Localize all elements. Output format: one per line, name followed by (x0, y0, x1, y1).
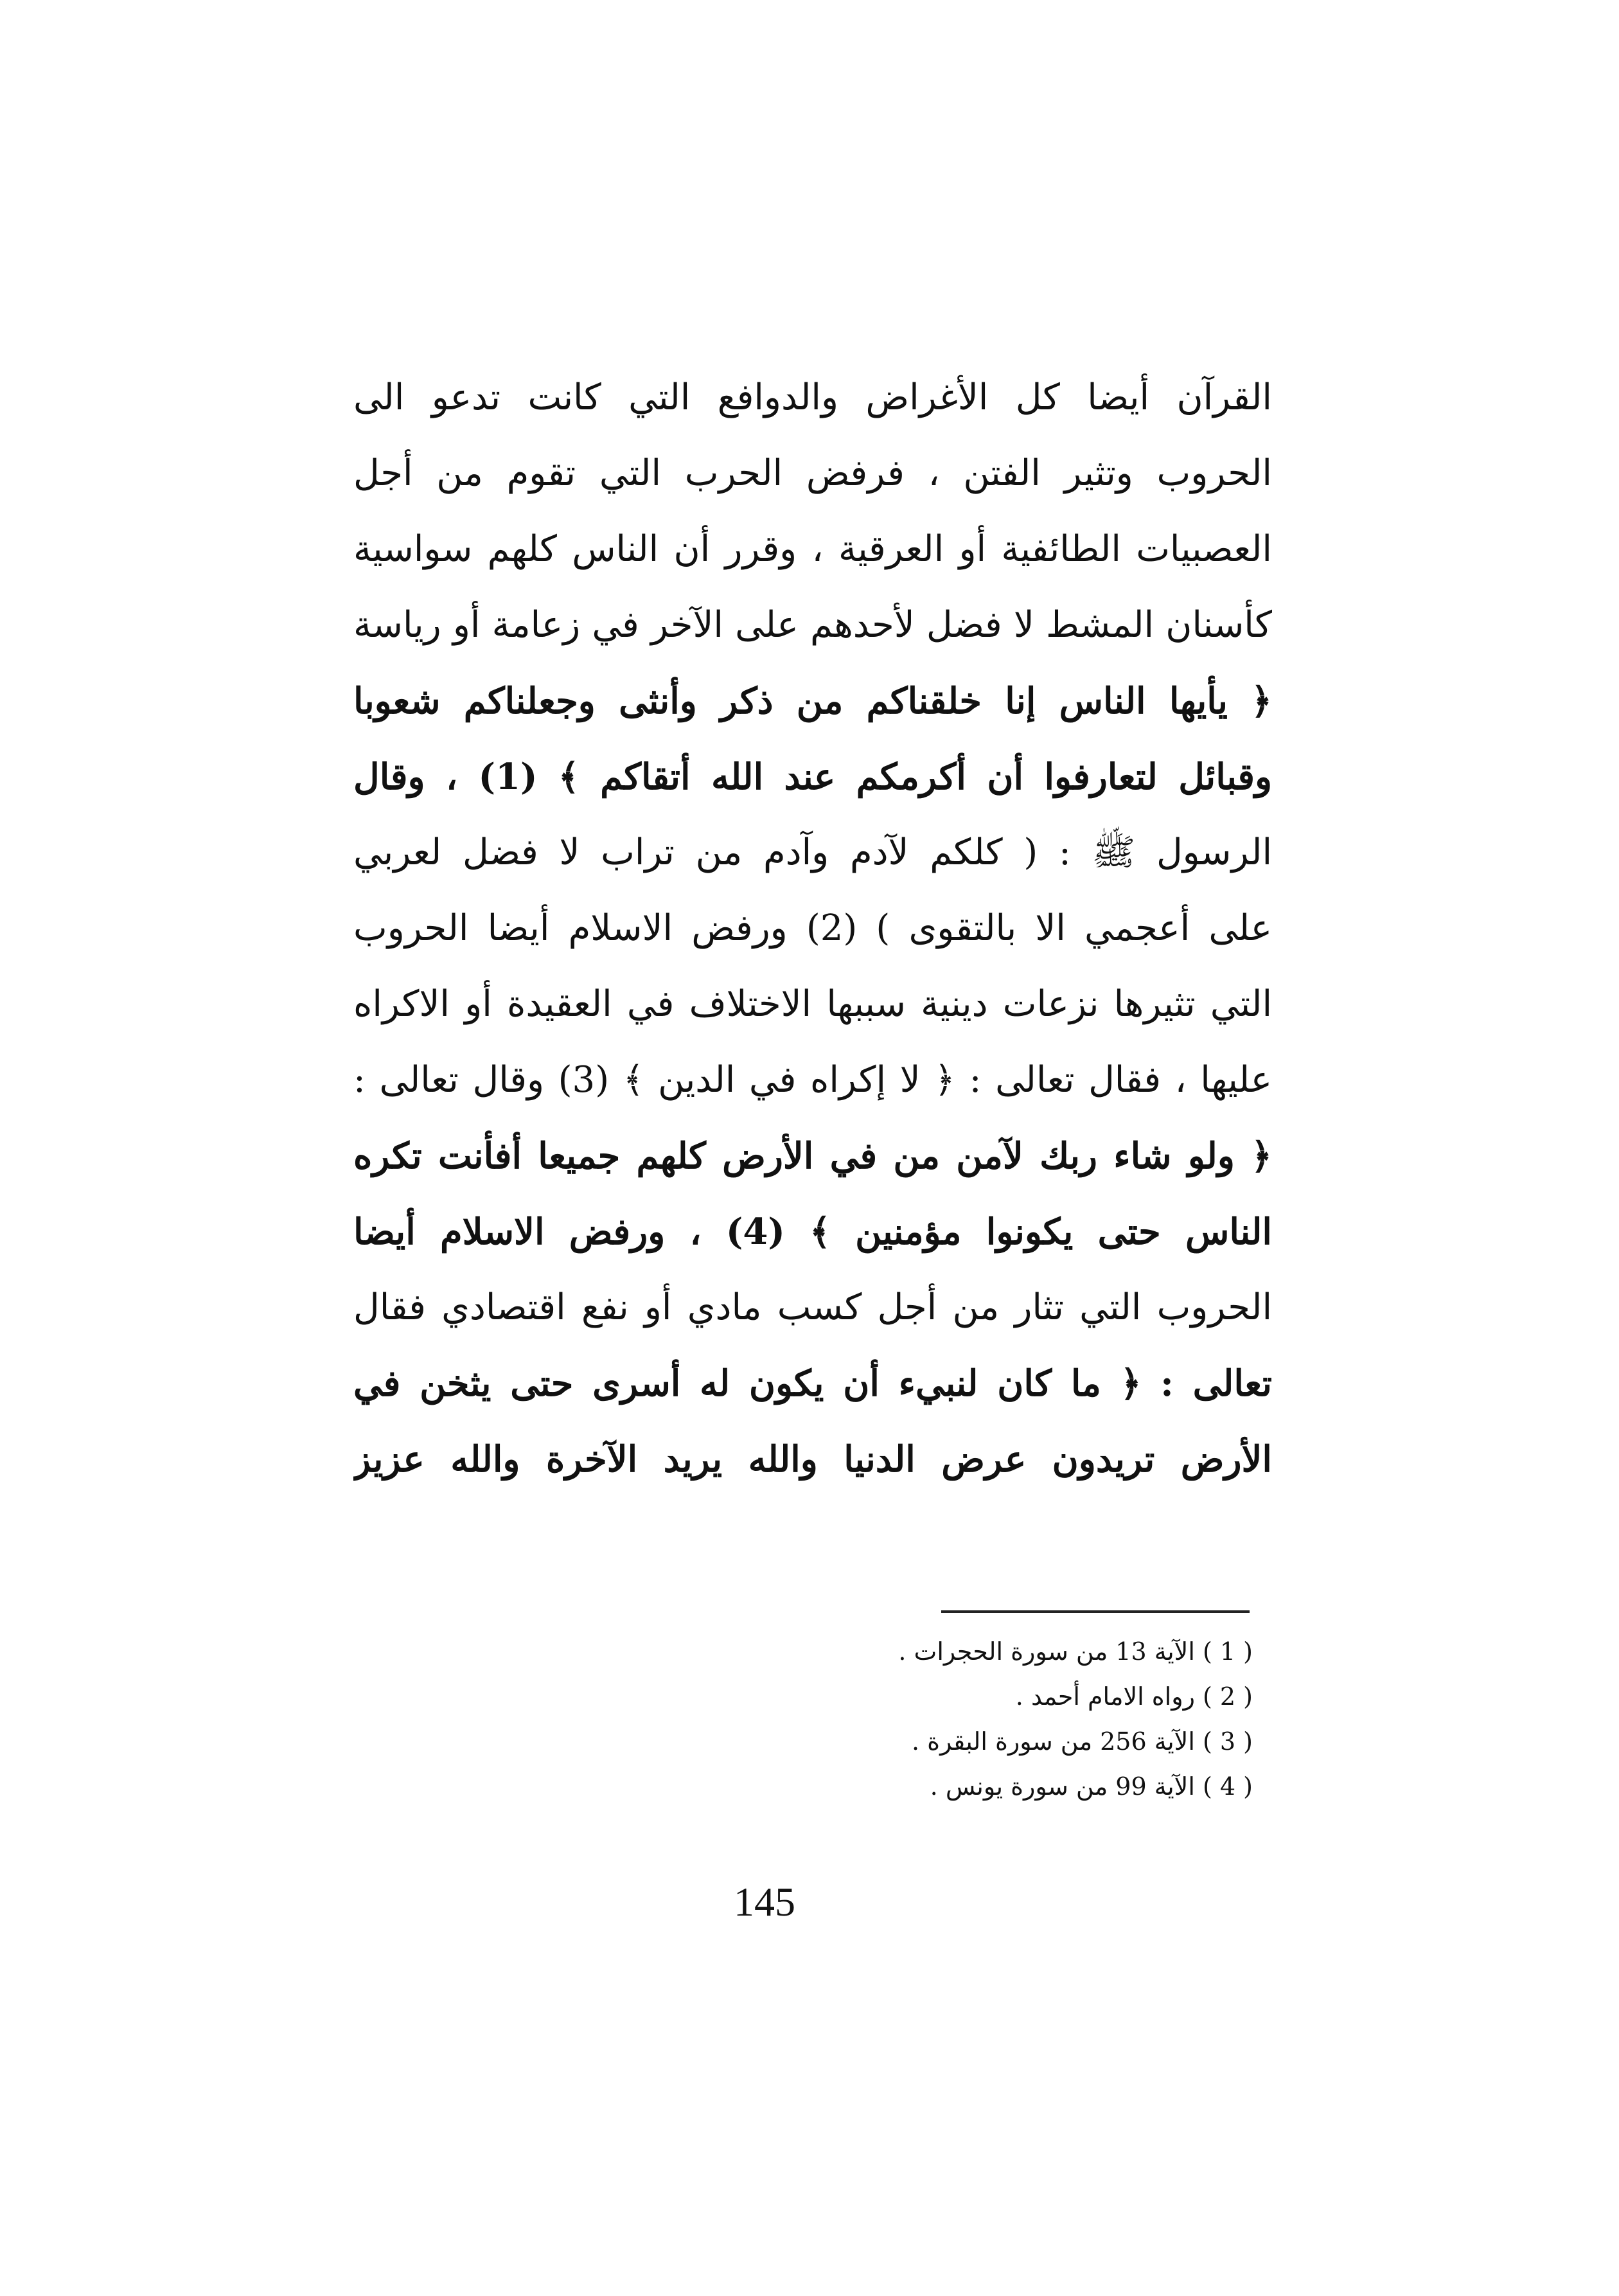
body-line-9: التي تثيرها نزعات دينية سببها الاختلاف في العقيدة أو الاكراه (353, 983, 1272, 1025)
body-line-5: ﴿ يأيها الناس إنا خلقناكم من ذكر وأنثى وجعلناكم شعوبا (353, 680, 1272, 722)
body-line-12: الناس حتى يكونوا مؤمنين ﴾ (4) ، ورفض الاسلام أيضا (353, 1211, 1272, 1253)
body-line-4: كأسنان المشط لا فضل لأحدهم على الآخر في زعامة أو رياسة (353, 604, 1272, 646)
footnotes (739, 1629, 1253, 1809)
body-line-14: تعالى : ﴿ ما كان لنبيء أن يكون له أسرى حتى يثخن في (353, 1362, 1272, 1405)
body-line-13: الحروب التي تثار من أجل كسب مادي أو نفع اقتصادي فقال (353, 1286, 1272, 1328)
footnote-2: ( 2 ) رواه الامام أحمد . (1015, 1682, 1253, 1711)
footnote-3: ( 3 ) الآية 256 من سورة البقرة . (912, 1727, 1253, 1756)
body-text (353, 360, 1272, 1497)
body-line-3: العصبيات الطائفية أو العرقية ، وقرر أن الناس كلهم سواسية (353, 528, 1272, 570)
body-line-11: ﴿ ولو شاء ربك لآمن من في الأرض كلهم جميعا أفأنت تكره (353, 1135, 1272, 1177)
body-line-8: على أعجمي الا بالتقوى ) (2) ورفض الاسلام أيضا الحروب (353, 907, 1272, 949)
footnote-1: ( 1 ) الآية 13 من سورة الحجرات . (898, 1637, 1253, 1666)
footnote-divider (941, 1610, 1250, 1613)
body-line-6: وقبائل لتعارفوا أن أكرمكم عند الله أتقاكم ﴾ (1) ، وقال (353, 756, 1272, 798)
body-line-1: القرآن أيضا كل الأغراض والدوافع التي كانت تدعو الى (353, 377, 1272, 418)
body-line-15: الأرض تريدون عرض الدنيا والله يريد الآخرة والله عزيز (353, 1438, 1272, 1481)
body-line-7: الرسول ﷺ : ( كلكم لآدم وآدم من تراب لا فضل لعربي (353, 832, 1272, 873)
footnote-4: ( 4 ) الآية 99 من سورة يونس . (930, 1772, 1253, 1801)
page-number: 145 (734, 1879, 795, 1925)
body-line-2: الحروب وتثير الفتن ، فرفض الحرب التي تقوم من أجل (353, 452, 1272, 494)
body-line-10: عليها ، فقال تعالى : ﴿ لا إكراه في الدين ﴾ (3) وقال تعالى : (353, 1059, 1272, 1101)
